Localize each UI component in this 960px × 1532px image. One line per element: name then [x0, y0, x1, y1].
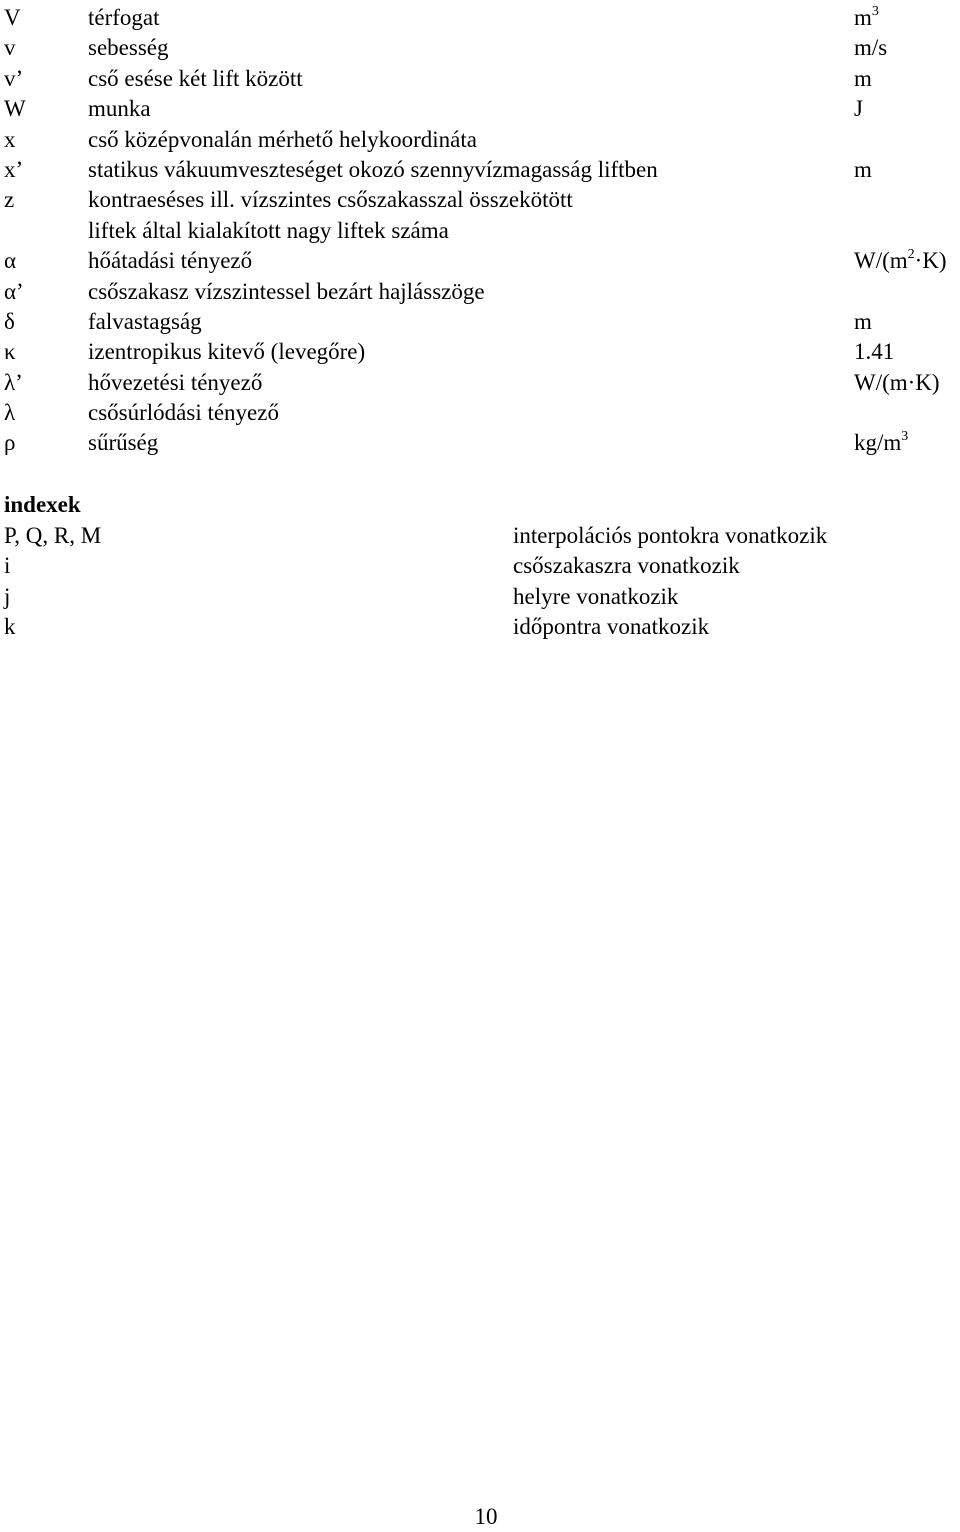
index-row-location	[0, 582, 960, 612]
index-list	[0, 489, 960, 643]
symbol: W	[4, 96, 26, 122]
symbol-row-density	[0, 428, 960, 458]
symbol: x	[4, 126, 16, 152]
symbol-unit: m	[854, 308, 872, 334]
symbol-row-volume	[0, 3, 960, 33]
symbol-row-velocity	[0, 33, 960, 63]
symbol-description: sebesség	[88, 35, 169, 61]
unit-base: W/(m	[854, 248, 908, 274]
symbol: V	[4, 5, 21, 30]
symbol-row-wall-thickness	[0, 307, 960, 337]
symbol-list	[0, 3, 960, 459]
symbol-row-heat-transfer-coefficient	[0, 246, 960, 276]
symbol-description: sűrűség	[88, 430, 159, 456]
symbol-description: csőszakasz vízszintessel bezárt hajlásszöge	[88, 278, 485, 304]
symbol-row-lift-count	[0, 185, 960, 215]
index-description: helyre vonatkozik	[513, 583, 679, 609]
symbol-row-friction-factor	[0, 398, 960, 428]
symbol-description: cső esése két lift között	[88, 65, 303, 91]
symbol-unit: 1.41	[854, 339, 895, 365]
symbol: α	[4, 248, 17, 274]
index-row-interpolation-points	[0, 521, 960, 551]
symbol-description: falvastagság	[88, 308, 202, 334]
unit-exponent: 3	[871, 4, 879, 19]
symbol-description: izentropikus kitevő (levegőre)	[88, 339, 366, 365]
symbol-row-isentropic-exponent	[0, 337, 960, 367]
symbol-row-position-coordinate	[0, 125, 960, 155]
index-symbol: j	[4, 583, 11, 609]
symbol-row-pipe-drop	[0, 64, 960, 94]
symbol-description: cső középvonalán mérhető helykoordináta	[88, 126, 477, 152]
symbol-row-lift-count-continued	[0, 216, 960, 246]
symbol-unit: m	[854, 156, 872, 182]
unit-exponent: 2	[907, 247, 915, 263]
unit-suffix: ·K)	[914, 248, 947, 274]
symbol-row-wastewater-height	[0, 155, 960, 185]
symbol-description: hőátadási tényező	[88, 248, 253, 274]
index-description: időpontra vonatkozik	[513, 614, 710, 640]
symbol-description: munka	[88, 96, 151, 122]
symbol-unit	[854, 428, 908, 462]
index-heading: indexek	[4, 492, 81, 517]
symbol: λ	[4, 400, 16, 426]
index-symbol: k	[4, 614, 16, 640]
symbol-unit: m	[854, 65, 872, 91]
symbol-unit	[854, 3, 879, 37]
symbol-description: csősúrlódási tényező	[88, 400, 279, 426]
unit-exponent: 3	[901, 429, 909, 445]
unit-base: m	[854, 5, 872, 30]
symbol: δ	[4, 308, 15, 334]
symbol-description: hővezetési tényező	[88, 369, 263, 395]
symbol-description: térfogat	[88, 5, 160, 30]
symbol-unit	[854, 246, 947, 280]
index-symbol: i	[4, 553, 11, 579]
symbol-unit: J	[854, 96, 863, 122]
symbol: λ’	[4, 369, 23, 395]
index-row-time-point	[0, 612, 960, 642]
symbol: κ	[4, 339, 16, 365]
index-symbol: P, Q, R, M	[4, 523, 102, 548]
symbol-description: statikus vákuumveszteséget okozó szennyvízmagasság liftben	[88, 156, 658, 182]
index-description: csőszakaszra vonatkozik	[513, 553, 740, 579]
symbol-row-work	[0, 94, 960, 124]
symbol: ρ	[4, 430, 16, 456]
symbol-row-inclination-angle	[0, 277, 960, 307]
symbol: z	[4, 187, 15, 213]
symbol: v	[4, 35, 16, 61]
index-description: interpolációs pontokra vonatkozik	[513, 523, 828, 548]
symbol-unit: m/s	[854, 35, 888, 61]
symbol: α’	[4, 278, 24, 304]
unit-base: kg/m	[854, 430, 902, 456]
symbol-row-thermal-conductivity	[0, 368, 960, 398]
index-row-pipe-section	[0, 551, 960, 581]
symbol-unit: W/(m·K)	[854, 369, 940, 395]
symbol-description: kontraeséses ill. vízszintes csőszakasszal összekötött	[88, 187, 573, 213]
symbol: v’	[4, 65, 24, 91]
symbol: x’	[4, 156, 24, 182]
page-number: 10	[474, 1504, 498, 1529]
symbol-description: liftek által kialakított nagy liftek száma	[88, 217, 449, 243]
